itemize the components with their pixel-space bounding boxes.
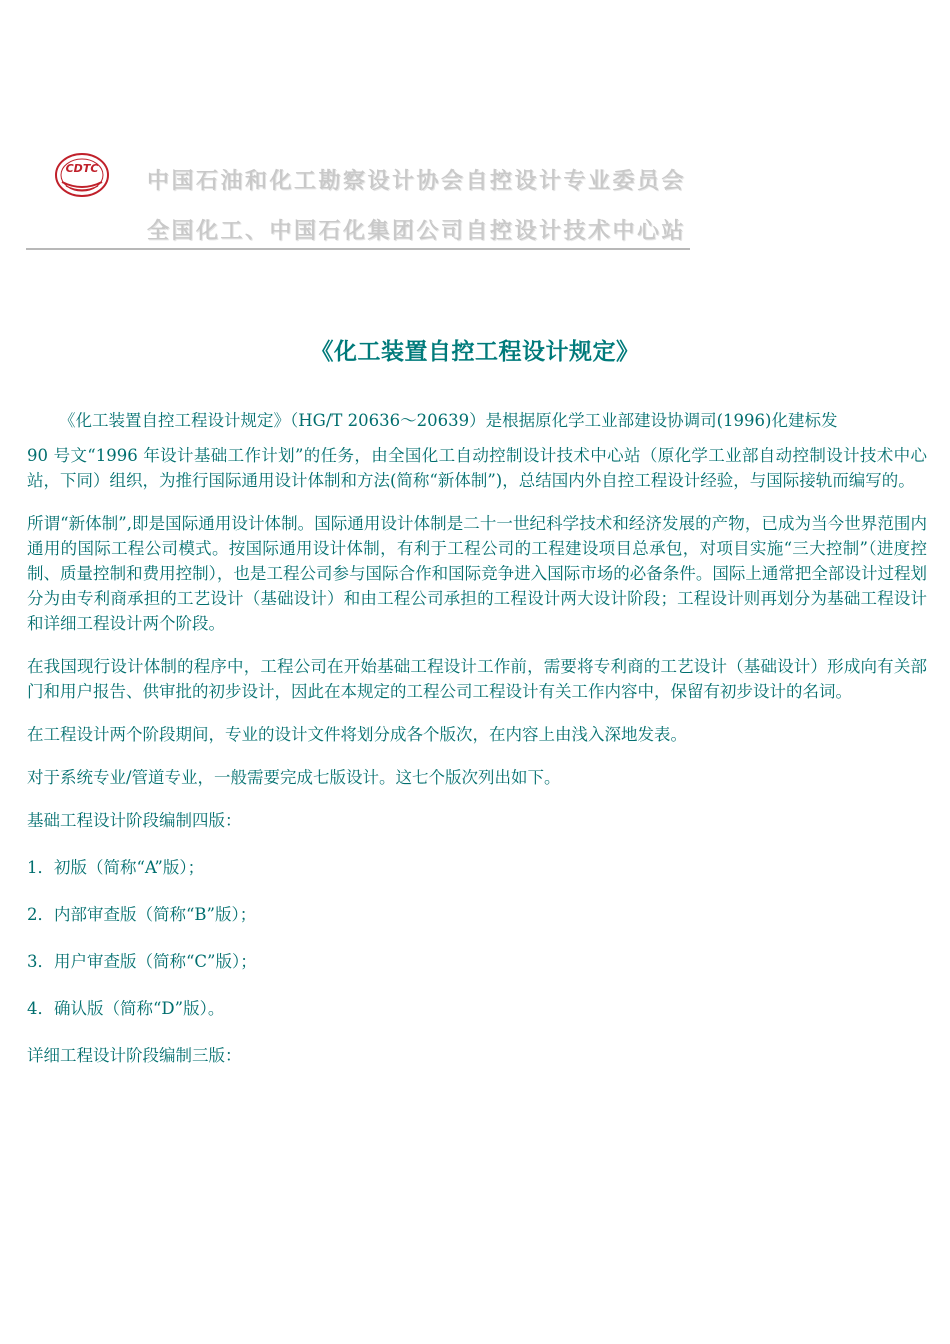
intro-paragraph xyxy=(27,408,927,433)
current-system-paragraph: 在我国现行设计体制的程序中，工程公司在开始基础工程设计工作前，需要将专利商的工艺设计（基础设计）形成向有关部门和用户报告、供审批的初步设计，因此在本规定的工程公司工程设计有关工作内容中，保留有初步设计的名词。 xyxy=(27,657,927,701)
org-name-line-1: 中国石油和化工勘察设计协会自控设计专业委员会 xyxy=(147,169,687,194)
letterhead xyxy=(0,0,950,260)
cdtc-logo xyxy=(54,152,110,198)
header-divider xyxy=(26,248,690,250)
document-title: 《化工装置自控工程设计规定》 xyxy=(310,339,640,365)
list-item: 3．用户审查版（简称“C”版）； xyxy=(27,952,257,971)
new-system-paragraph: 所谓“新体制”,即是国际通用设计体制。国际通用设计体制是二十一世纪科学技术和经济发展的产物，已成为当今世界范围内通用的国际工程公司模式。按国际通用设计体制，有利于工程公司的工程建设项目总承包，对项目实施“三大控制”（进度控制、质量控制和费用控制），也是工程公司参与国际合作和国际竞争进入国际市场的必备条件。国际上通常把全部设计过程划分为由专利商承担的工艺设计（基础设计）和由工程公司承担的工程设计两大设计阶段；工程设计则再划分为基础工程设计和详细工程设计两个阶段。 xyxy=(27,514,927,633)
intro-paragraph-continued: 90 号文“1996 年设计基础工作计划”的任务，由全国化工自动控制设计技术中心站（原化学工业部自动控制设计技术中心站，下同）组织，为推行国际通用设计体制和方法(简称“新体制”)，总结国内外自控工程设计经验，与国际接轨而编写的。 xyxy=(27,446,927,490)
list-item: 4．确认版（简称“D”版）。 xyxy=(27,999,225,1018)
seven-editions-paragraph: 对于系统专业/管道专业，一般需要完成七版设计。这七个版次列出如下。 xyxy=(27,768,561,787)
design-stages-paragraph: 在工程设计两个阶段期间，专业的设计文件将划分成各个版次，在内容上由浅入深地发表。 xyxy=(27,725,687,744)
basic-design-heading: 基础工程设计阶段编制四版： xyxy=(27,811,242,830)
org-name-line-2: 全国化工、中国石化集团公司自控设计技术中心站 xyxy=(147,219,687,244)
document-body xyxy=(27,408,927,1090)
list-item: 1．初版（简称“A”版）； xyxy=(27,858,205,877)
intro-first-line: 《化工装置自控工程设计规定》（HG/T 20636～20639）是根据原化学工业部建设协调司(1996)化建标发 xyxy=(59,411,838,430)
svg-text:CDTC: CDTC xyxy=(65,162,99,175)
list-item: 2．内部审查版（简称“B”版）； xyxy=(27,905,257,924)
detail-design-heading: 详细工程设计阶段编制三版： xyxy=(27,1046,242,1065)
